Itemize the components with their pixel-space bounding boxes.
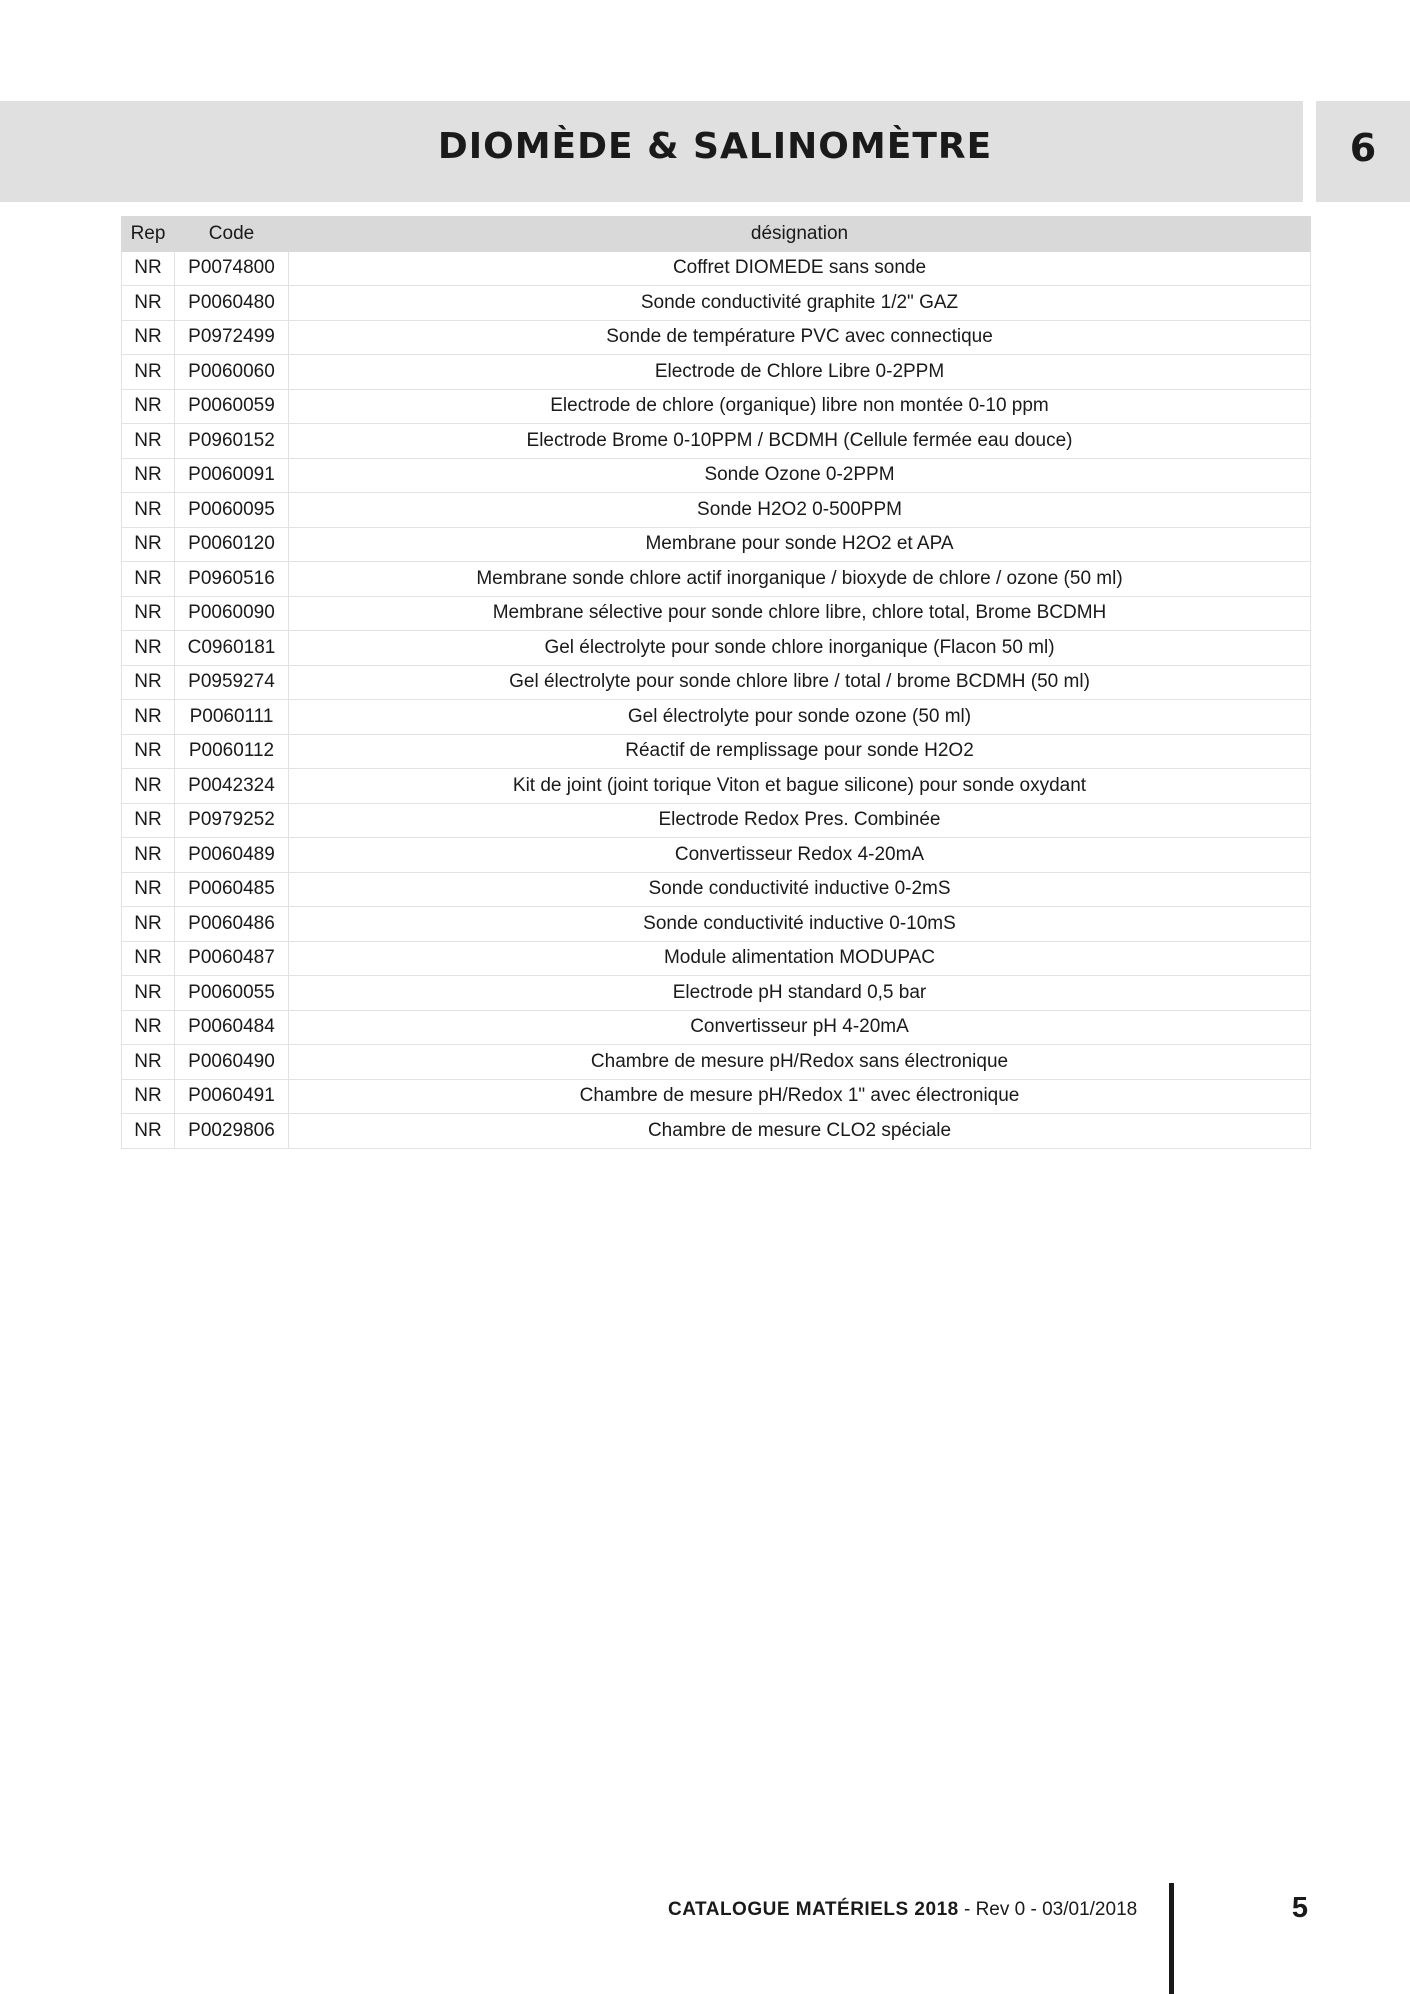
cell-designation: Electrode de Chlore Libre 0-2PPM [289,355,1311,390]
cell-rep: NR [122,907,175,942]
cell-rep: NR [122,596,175,631]
cell-rep: NR [122,1079,175,1114]
cell-code: C0960181 [175,631,289,666]
cell-code: P0060090 [175,596,289,631]
cell-code: P0060490 [175,1045,289,1080]
cell-rep: NR [122,872,175,907]
table-row [122,458,1311,493]
cell-rep: NR [122,631,175,666]
cell-rep: NR [122,976,175,1011]
cell-rep: NR [122,838,175,873]
column-header-designation: désignation [289,217,1311,252]
cell-rep: NR [122,700,175,735]
cell-rep: NR [122,251,175,286]
cell-rep: NR [122,769,175,804]
table-row [122,838,1311,873]
cell-designation: Membrane sélective pour sonde chlore libre, chlore total, Brome BCDMH [289,596,1311,631]
cell-designation: Electrode Redox Pres. Combinée [289,803,1311,838]
cell-designation: Réactif de remplissage pour sonde H2O2 [289,734,1311,769]
cell-code: P0060120 [175,527,289,562]
table-row [122,424,1311,459]
cell-rep: NR [122,527,175,562]
cell-code: P0060486 [175,907,289,942]
cell-designation: Gel électrolyte pour sonde ozone (50 ml) [289,700,1311,735]
cell-designation: Sonde conductivité graphite 1/2" GAZ [289,286,1311,321]
cell-designation: Sonde Ozone 0-2PPM [289,458,1311,493]
table-row [122,1010,1311,1045]
table-row [122,286,1311,321]
table-row [122,389,1311,424]
cell-code: P0029806 [175,1114,289,1149]
page-number: 5 [1291,1892,1309,1924]
cell-code: P0959274 [175,665,289,700]
table-row [122,1114,1311,1149]
cell-rep: NR [122,1114,175,1149]
page-title: DIOMÈDE & SALINOMÈTRE [437,126,993,167]
cell-rep: NR [122,734,175,769]
cell-code: P0060487 [175,941,289,976]
cell-designation: Sonde H2O2 0-500PPM [289,493,1311,528]
cell-rep: NR [122,803,175,838]
cell-designation: Module alimentation MODUPAC [289,941,1311,976]
cell-designation: Membrane pour sonde H2O2 et APA [289,527,1311,562]
cell-designation: Sonde conductivité inductive 0-10mS [289,907,1311,942]
column-header-code: Code [175,217,289,252]
cell-code: P0972499 [175,320,289,355]
cell-code: P0960516 [175,562,289,597]
cell-designation: Chambre de mesure pH/Redox sans électronique [289,1045,1311,1080]
table-row [122,355,1311,390]
cell-rep: NR [122,320,175,355]
cell-rep: NR [122,355,175,390]
cell-code: P0060111 [175,700,289,735]
cell-rep: NR [122,562,175,597]
footer-catalogue [668,1899,1137,1921]
table-row [122,665,1311,700]
table-row [122,803,1311,838]
table-row [122,872,1311,907]
cell-designation: Sonde conductivité inductive 0-2mS [289,872,1311,907]
parts-table [121,216,1311,1149]
cell-rep: NR [122,458,175,493]
cell-designation: Electrode pH standard 0,5 bar [289,976,1311,1011]
table-row [122,907,1311,942]
cell-code: P0979252 [175,803,289,838]
table-row [122,562,1311,597]
cell-rep: NR [122,424,175,459]
cell-code: P0960152 [175,424,289,459]
table-row [122,320,1311,355]
cell-designation: Membrane sonde chlore actif inorganique / bioxyde de chlore / ozone (50 ml) [289,562,1311,597]
cell-designation: Chambre de mesure pH/Redox 1" avec électronique [289,1079,1311,1114]
table-row [122,527,1311,562]
cell-code: P0060491 [175,1079,289,1114]
cell-rep: NR [122,493,175,528]
table-row [122,700,1311,735]
cell-designation: Gel électrolyte pour sonde chlore inorganique (Flacon 50 ml) [289,631,1311,666]
table-row [122,493,1311,528]
table-row [122,596,1311,631]
cell-code: P0060059 [175,389,289,424]
cell-code: P0042324 [175,769,289,804]
table-row [122,631,1311,666]
cell-designation: Kit de joint (joint torique Viton et bague silicone) pour sonde oxydant [289,769,1311,804]
cell-code: P0060112 [175,734,289,769]
cell-rep: NR [122,1045,175,1080]
table-row [122,941,1311,976]
cell-designation: Electrode Brome 0-10PPM / BCDMH (Cellule fermée eau douce) [289,424,1311,459]
cell-rep: NR [122,286,175,321]
cell-designation: Electrode de chlore (organique) libre non montée 0-10 ppm [289,389,1311,424]
column-header-rep: Rep [122,217,175,252]
cell-code: P0060484 [175,1010,289,1045]
cell-rep: NR [122,941,175,976]
cell-rep: NR [122,389,175,424]
cell-designation: Convertisseur Redox 4-20mA [289,838,1311,873]
catalogue-title: CATALOGUE MATÉRIELS 2018 [668,1899,959,1920]
cell-rep: NR [122,665,175,700]
cell-code: P0060095 [175,493,289,528]
table-row [122,1079,1311,1114]
table-row [122,1045,1311,1080]
cell-designation: Sonde de température PVC avec connectique [289,320,1311,355]
cell-code: P0060480 [175,286,289,321]
cell-designation: Convertisseur pH 4-20mA [289,1010,1311,1045]
cell-designation: Gel électrolyte pour sonde chlore libre / total / brome BCDMH (50 ml) [289,665,1311,700]
footer-divider [1169,1883,1174,1994]
cell-code: P0060055 [175,976,289,1011]
table-row [122,769,1311,804]
cell-code: P0060485 [175,872,289,907]
table-row [122,976,1311,1011]
table-row [122,734,1311,769]
cell-designation: Coffret DIOMEDE sans sonde [289,251,1311,286]
cell-designation: Chambre de mesure CLO2 spéciale [289,1114,1311,1149]
table-row [122,251,1311,286]
cell-code: P0060060 [175,355,289,390]
revision-info: - Rev 0 - 03/01/2018 [958,1899,1138,1920]
cell-code: P0060489 [175,838,289,873]
chapter-number: 6 [1349,126,1377,170]
cell-code: P0060091 [175,458,289,493]
cell-rep: NR [122,1010,175,1045]
cell-code: P0074800 [175,251,289,286]
table-header-row [122,217,1311,252]
